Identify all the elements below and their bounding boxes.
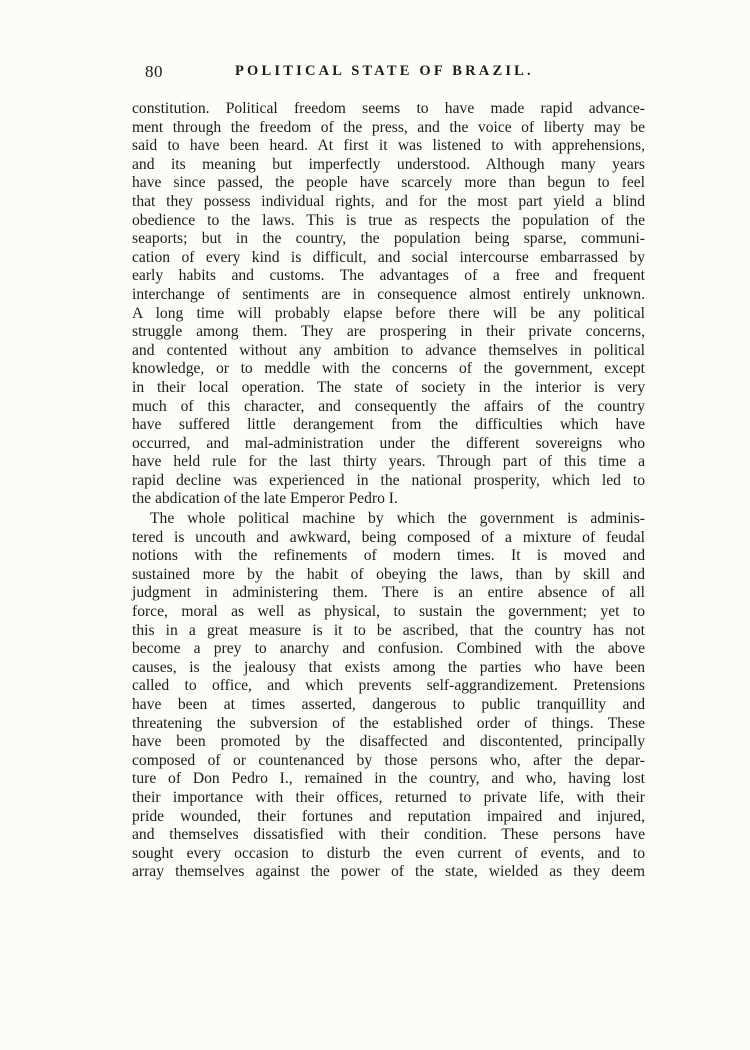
text-line: become a prey to anarchy and confusion. Combined with the above <box>132 640 645 658</box>
text-line: struggle among them. They are prospering in their private concerns, <box>132 323 645 341</box>
text-line: have been promoted by the disaffected and discontented, principally <box>132 733 645 751</box>
text-line: and its meaning but imperfectly understood. Although many years <box>132 155 645 173</box>
text-line: and themselves dissatisfied with their condition. These persons have <box>132 826 645 844</box>
text-line: causes, is the jealousy that exists among the parties who have been <box>132 658 645 676</box>
text-line: ture of Don Pedro I., remained in the country, and who, having lost <box>132 770 645 788</box>
text-line: constitution. Political freedom seems to have made rapid advance- <box>132 100 645 117</box>
text-line: notions with the refinements of modern times. It is moved and <box>132 547 645 565</box>
text-line: The whole political machine by which the government is adminis- <box>150 510 645 528</box>
text-line: much of this character, and consequently the affairs of the country <box>132 397 645 415</box>
text-line: obedience to the laws. This is true as respects the population of the <box>132 211 645 229</box>
text-line: have since passed, the people have scarcely more than begun to feel <box>132 174 645 192</box>
text-line: seaports; but in the country, the population being sparse, communi- <box>132 230 645 248</box>
running-title: POLITICAL STATE OF BRAZIL. <box>235 63 534 79</box>
text-line: this in a great measure is it to be ascribed, that the country has not <box>132 621 645 639</box>
text-line: cation of every kind is difficult, and social intercourse embarrassed by <box>132 248 645 266</box>
text-line: interchange of sentiments are in consequence almost entirely unknown. <box>132 285 645 303</box>
text-line: rapid decline was experienced in the national prosperity, which led to <box>132 471 645 489</box>
text-line: pride wounded, their fortunes and reputation impaired and injured, <box>132 807 645 825</box>
text-line: have held rule for the last thirty years. Through part of this time a <box>132 453 645 471</box>
text-line: sustained more by the habit of obeying the laws, than by skill and <box>132 565 645 583</box>
text-line: early habits and customs. The advantages of a free and frequent <box>132 267 645 285</box>
paragraph <box>132 100 645 509</box>
page-number: 80 <box>145 62 163 81</box>
text-line: that they possess individual rights, and for the most part yield a blind <box>132 192 645 210</box>
text-line: said to have been heard. At first it was listened to with apprehensions, <box>132 137 645 155</box>
text-line: the abdication of the late Emperor Pedro I. <box>132 490 398 508</box>
text-line: composed of or countenanced by those persons who, after the depar- <box>132 751 645 769</box>
body-text <box>132 100 645 882</box>
text-line: ment through the freedom of the press, and the voice of liberty may be <box>132 118 645 136</box>
text-line: array themselves against the power of the state, wielded as they deem <box>132 863 645 881</box>
text-line: called to office, and which prevents self-aggrandizement. Pretensions <box>132 677 645 695</box>
paragraph <box>132 510 645 882</box>
text-line: have been at times asserted, dangerous to public tranquillity and <box>132 696 645 713</box>
running-head <box>145 62 645 86</box>
text-line: threatening the subversion of the established order of things. These <box>132 714 645 732</box>
text-line: in their local operation. The state of society in the interior is very <box>132 378 645 396</box>
text-line: and contented without any ambition to advance themselves in political <box>132 341 645 359</box>
text-line: A long time will probably elapse before there will be any political <box>132 304 645 322</box>
text-line: judgment in administering them. There is an entire absence of all <box>132 584 645 602</box>
text-line: force, moral as well as physical, to sustain the government; yet to <box>132 603 645 621</box>
text-line: have suffered little derangement from the difficulties which have <box>132 416 645 434</box>
text-line: knowledge, or to meddle with the concerns of the government, except <box>132 360 645 378</box>
text-line: their importance with their offices, returned to private life, with their <box>132 788 645 806</box>
text-line: occurred, and mal-administration under the different sovereigns who <box>132 434 645 452</box>
text-line: sought every occasion to disturb the even current of events, and to <box>132 844 645 862</box>
text-line: tered is uncouth and awkward, being composed of a mixture of feudal <box>132 528 645 546</box>
